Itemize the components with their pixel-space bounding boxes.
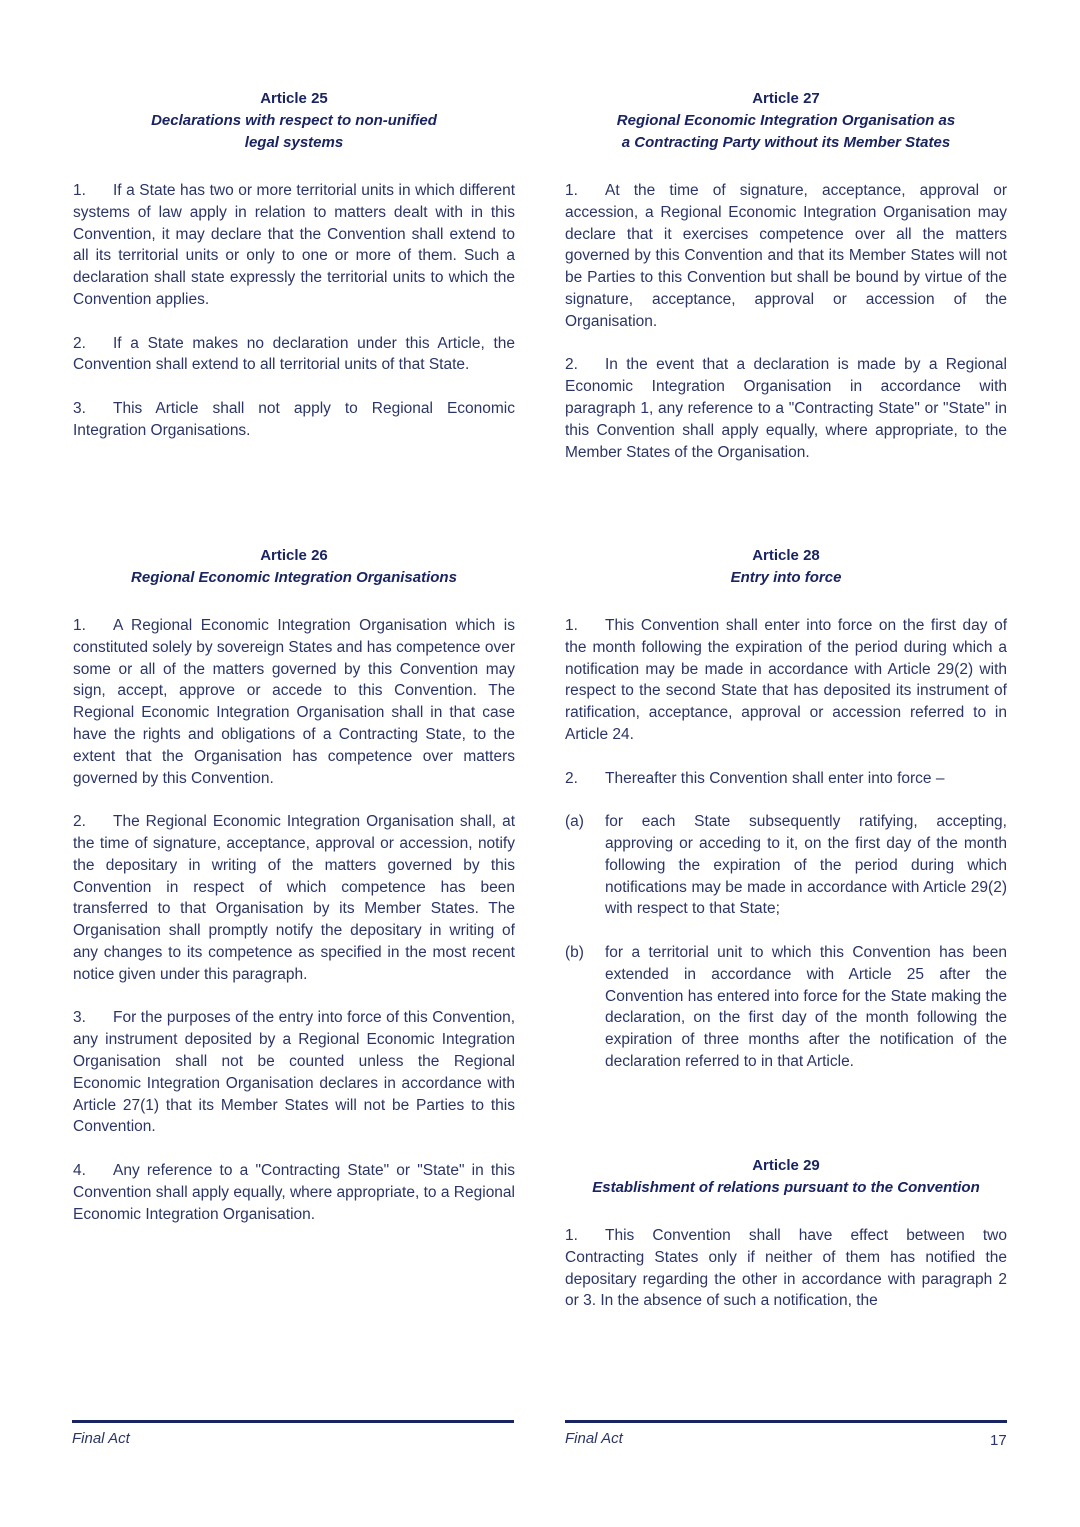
paragraph-text: Thereafter this Convention shall enter into force –: [605, 769, 945, 787]
article-25-heading: [73, 88, 515, 154]
article-number: Article 25: [260, 90, 328, 107]
subparagraph: [565, 811, 1007, 920]
left-column: [73, 0, 515, 1527]
paragraph: [73, 1007, 515, 1138]
subparagraph: [565, 942, 1007, 1073]
paragraph-number: 2.: [565, 356, 578, 374]
paragraph: [73, 398, 515, 442]
paragraph: [73, 615, 515, 789]
article-title: legal systems: [244, 134, 344, 151]
paragraph: [565, 180, 1007, 333]
paragraph-number: 1.: [73, 182, 86, 199]
article-28: [565, 545, 1007, 1095]
paragraph: [73, 333, 515, 377]
paragraph-text: The Regional Economic Integration Organisation shall, at the time of signature, acceptance, approval or accession, notify the depositary in writing of the matters governed by this Convention in respect of which competence has been transferred to that Organisation by its Member States. The Organisation shall promptly notify the depositary in writing of any changes to its competence as specified in the most recent notice given under this paragraph.: [73, 813, 515, 983]
paragraph-number: 2.: [73, 334, 86, 352]
paragraph: [73, 811, 515, 985]
subparagraph-text: for each State subsequently ratifying, accepting, approving or acceding to it, on the first day of the month following the expiration of the period during which notifications may be made in accordance with Article 29(2) with respect to that State;: [605, 813, 1007, 918]
article-title: Entry into force: [730, 569, 842, 586]
article-29: [565, 1155, 1007, 1334]
paragraph: [73, 180, 515, 311]
paragraph-number: 3.: [73, 399, 86, 417]
paragraph-text: This Convention shall enter into force on the first day of the month following the expiration of the period during which a notification may be made in accordance with Article 29(2) with respect to the second State that has deposited its instrument of ratification, acceptance, approval or accession referred to in Article 24.: [565, 617, 1007, 743]
right-column: [565, 0, 1007, 1527]
paragraph-text: At the time of signature, acceptance, approval or accession, a Regional Economic Integration Organisation may declare that it exercises competence over all the matters governed by this Convention and that its Member States will not be Parties to this Convention but shall be bound by virtue of the signature, acceptance, approval or accession of the Organisation.: [565, 182, 1007, 330]
article-title: Declarations with respect to non-unified: [151, 112, 437, 129]
article-25: [73, 88, 515, 463]
paragraph-number: 1.: [565, 182, 578, 199]
paragraph-number: 2.: [565, 769, 578, 787]
article-title: Regional Economic Integration Organisations: [131, 569, 457, 586]
paragraph-number: 3.: [73, 1009, 86, 1027]
article-28-heading: [565, 545, 1007, 589]
paragraph-text: For the purposes of the entry into force of this Convention, any instrument deposited by a Regional Economic Integration Organisation shall not be counted unless the Regional Economic Integration Organisation declares in accordance with Article 27(1) that its Member States will not be Parties to this Convention.: [73, 1009, 515, 1136]
subparagraph-text: for a territorial unit to which this Convention has been extended in accordance with Article 25 after the Convention has entered into force for the State making the declaration, on the first day of the month following the expiration of three months after the notification of the declaration referred to in that Article.: [605, 943, 1007, 1070]
paragraph-text: In the event that a declaration is made by a Regional Economic Integration Organisation in accordance with paragraph 1, any reference to a "Contracting State" or "State" in this Convention shall apply equally, where appropriate, to the Member States of the Organisation.: [565, 356, 1007, 461]
paragraph-number: 4.: [73, 1161, 86, 1179]
paragraph-text: Any reference to a "Contracting State" or "State" in this Convention shall apply equally, where appropriate, to a Regional Economic Integration Organisation.: [73, 1161, 515, 1223]
paragraph-text: This Convention shall have effect between two Contracting States only if neither of them has notified the depositary regarding the other in accordance with paragraph 2 or 3. In the absence of such a notification, the: [565, 1227, 1007, 1310]
article-29-heading: [565, 1155, 1007, 1199]
footer-left-label: Final Act: [72, 1430, 130, 1447]
article-title: Establishment of relations pursuant to the Convention: [592, 1179, 980, 1196]
paragraph-text: This Article shall not apply to Regional Economic Integration Organisations.: [73, 399, 515, 439]
paragraph: [565, 1225, 1007, 1312]
article-number: Article 29: [752, 1157, 820, 1174]
paragraph-text: A Regional Economic Integration Organisation which is constituted solely by sovereign States and has competence over some or all of the matters governed by this Convention may sign, accept, approve or accede to this Convention. The Regional Economic Integration Organisation shall in that case have the rights and obligations of a Contracting State, to the extent that the Organisation has competence over matters governed by this Convention.: [73, 617, 516, 787]
paragraph-number: 2.: [73, 813, 86, 831]
footer-right-label: Final Act: [565, 1430, 623, 1447]
article-number: Article 26: [260, 547, 328, 564]
article-27: [565, 88, 1007, 485]
paragraph: [73, 1160, 515, 1225]
paragraph-text: If a State has two or more territorial units in which different systems of law apply in relation to matters dealt with in this Convention, it may declare that the Convention shall extend to all its territorial units or only to one or more of them. Such a declaration shall state expressly the territorial units to which the Convention applies.: [73, 182, 515, 308]
subparagraph-label: (a): [565, 813, 584, 831]
footer-rule-left: [72, 1420, 514, 1423]
paragraph-number: 1.: [565, 1227, 578, 1244]
article-26: [73, 545, 515, 1247]
article-title: a Contracting Party without its Member States: [621, 134, 951, 151]
paragraph: [565, 354, 1007, 463]
paragraph: [565, 615, 1007, 746]
paragraph: [565, 768, 1007, 790]
paragraph-number: 1.: [73, 617, 86, 634]
footer-rule-right: [565, 1420, 1007, 1423]
article-27-heading: [565, 88, 1007, 154]
page-number: 17: [990, 1432, 1007, 1449]
article-number: Article 27: [752, 90, 820, 107]
article-26-heading: [73, 545, 515, 589]
paragraph-number: 1.: [565, 617, 578, 634]
article-title: Regional Economic Integration Organisation as: [616, 112, 956, 129]
subparagraph-label: (b): [565, 943, 584, 961]
paragraph-text: If a State makes no declaration under this Article, the Convention shall extend to all territorial units of that State.: [73, 334, 515, 374]
article-number: Article 28: [752, 547, 820, 564]
